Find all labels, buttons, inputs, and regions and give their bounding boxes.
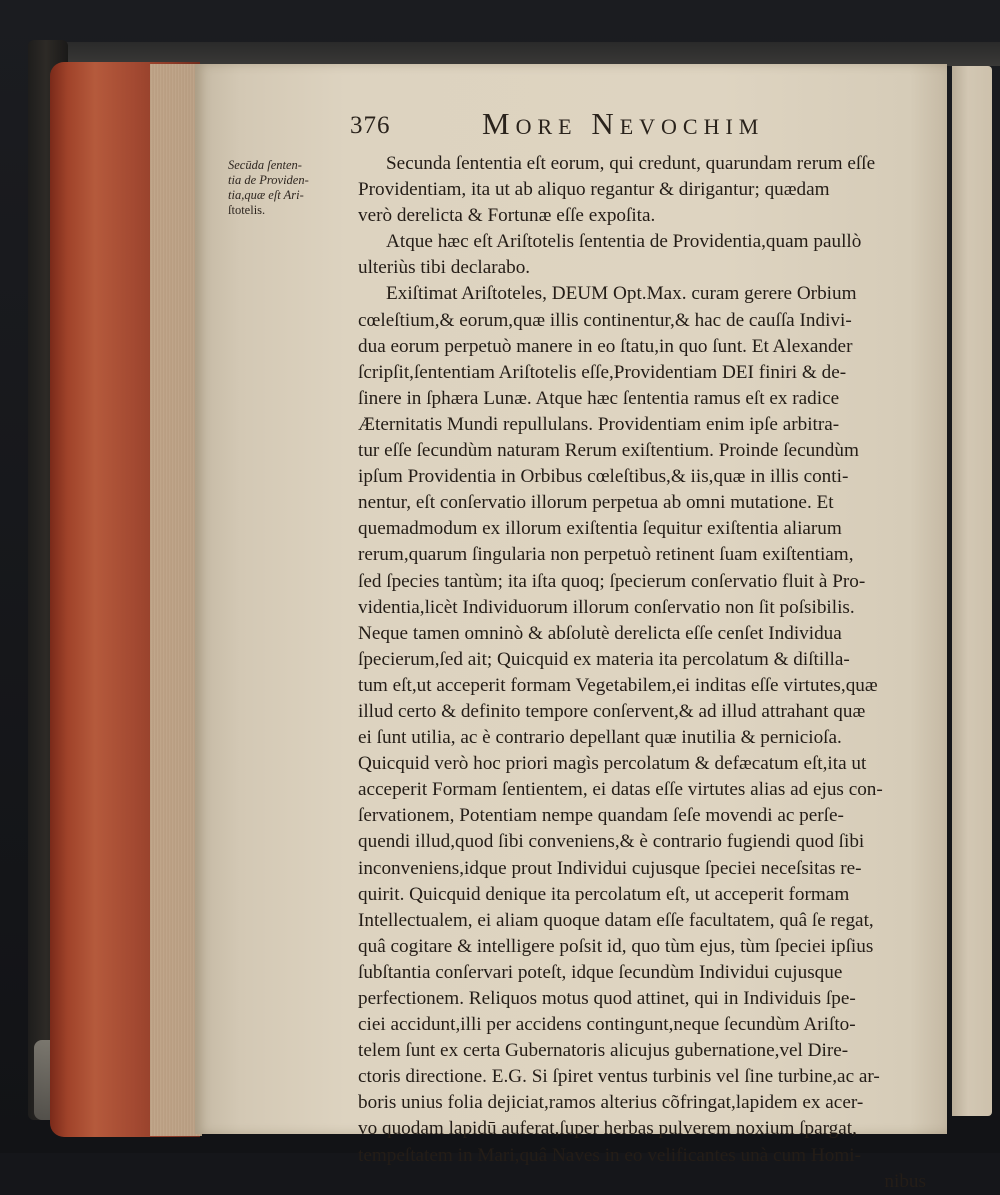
text-line: Exiſtimat Ariſtoteles, DEUM Opt.Max. curam gerere Orbium [386,283,857,305]
text-line: perfectionem. Reliquos motus quod attinet, qui in Individuis ſpe- [358,988,856,1009]
text-line: ſpecierum,ſed ait; Quicquid ex materia ita percolatum & diſtilla- [358,648,850,670]
text-line: Secunda ſententia eſt eorum, qui credunt, quarundam rerum eſſe [386,153,876,174]
text-line: Neque tamen omninò & abſolutè derelicta eſſe cenſet Individua [358,622,842,644]
text-line: quirit. Quicquid denique ita percolatum eſt, ut acceperit formam [358,883,850,905]
text-line: quendi illud,quod ſibi conveniens,& è contrario fugiendi quod ſibi [358,831,865,853]
text-line: verò derelicta & Fortunæ eſſe expoſita. [358,205,656,227]
text-line: ei ſunt utilia, ac è contrario depellant quæ inutilia & pernicioſa. [358,727,842,749]
text-line: nentur, eſt conſervatio illorum perpetua ab omni mutatione. Et [358,492,834,514]
text-line: dua eorum perpetuò manere in eo ſtatu,in quo ſunt. Et Alexander [358,335,853,357]
facing-page-edge [952,66,992,1116]
text-line: quâ cogitare & intelligere poſsit id, quo tùm ejus, tùm ſpeciei ipſius [358,935,874,957]
running-title: More Nevochim [482,106,765,141]
text-line: Æternitatis Mundi repullulans. Providentiam enim ipſe arbitra- [358,413,840,435]
text-line: tur eſſe ſecundùm naturam Rerum exiſtentium. Proinde ſecundùm [358,440,859,462]
text-line: Intellectualem, ei aliam quoque datam eſſe facultatem, quâ ſe regat, [358,909,874,931]
text-line: ſcripſit,ſententiam Ariſtotelis eſſe,Providentiam DEI finiri & de- [358,361,847,383]
text-line: vo quodam lapidū auferat,ſuper herbas pulverem noxium ſpargat, [358,1118,857,1140]
text-line: telem ſunt ex certa Gubernatoris alicujus gubernatione,vel Dire- [358,1040,849,1062]
text-line: boris unius folia dejiciat,ramos alterius cõfringat,lapidem ex acer- [358,1092,864,1114]
body-text [358,138,926,1195]
text-line: ſubſtantia conſervari poteſt, idque ſecundùm Individui cujusque [358,961,843,983]
text-line: tum eſt,ut acceperit formam Vegetabilem,ei inditas eſſe virtutes,quæ [358,674,878,696]
text-line: videntia,licèt Individuorum illorum conſervatio non ſit poſsibilis. [358,596,855,618]
text-line: inconveniens,idque prout Individui cujusque ſpeciei neceſsitas re- [358,857,862,879]
text-line: ulteriùs tibi declarabo. [358,257,531,279]
text-line: illud certo & definito tempore conſervent,& ad illud attrahant quæ [358,700,866,722]
marginal-note-line: ſtotelis. [228,203,266,217]
text-line: acceperit Formam ſentientem, ei datas eſſe virtutes alias ad ejus con- [358,779,883,801]
text-line: Quicquid verò hoc priori magìs percolatum & defæcatum eſt,ita ut [358,753,867,775]
catchword: nibus [884,1170,926,1192]
page-number: 376 [350,112,391,139]
text-line: ſinere in ſphæra Lunæ. Atque hæc ſententia ramus eſt ex radice [358,387,840,409]
text-line: cœleſtium,& eorum,quæ illis continentur,& hac de cauſſa Indivi- [358,309,852,331]
text-line: ſed ſpecies tantùm; ita iſta quoq; ſpecierum conſervatio fluit à Pro- [358,570,866,592]
marginal-note-line: Secūda ſenten- [228,158,302,172]
text-line: ſervationem, Potentiam nempe quandam ſeſe movendi ac perſe- [358,805,844,827]
marginal-note-line: tia,quæ eſt Ari- [228,188,304,202]
text-line: Atque hæc eſt Ariſtotelis ſententia de Providentia,quam paullò [386,231,862,253]
text-line: ipſum Providentia in Orbibus cœleſtibus,& iis,quæ in illis conti- [358,466,849,488]
book-top-edge [60,42,1000,66]
text-line: Providentiam, ita ut ab aliquo regantur & dirigantur; quædam [358,179,830,201]
marginal-note [228,158,358,218]
text-line: quemadmodum ex illorum exiſtentia ſequitur exiſtentia aliarum [358,518,842,540]
marginal-note-line: tia de Providen- [228,173,309,187]
text-line: ciei accidunt,illi per accidens contingunt,neque ſecundùm Ariſto- [358,1014,856,1036]
text-line: tempeſtatem in Mari,quâ Naves in eo velificantes unà cum Homi- [358,1144,861,1166]
text-line: ctoris directione. E.G. Si ſpiret ventus turbinis vel ſine turbine,ac ar- [358,1066,880,1088]
text-line: rerum,quarum ſingularia non perpetuò retinent ſuam exiſtentiam, [358,544,854,566]
